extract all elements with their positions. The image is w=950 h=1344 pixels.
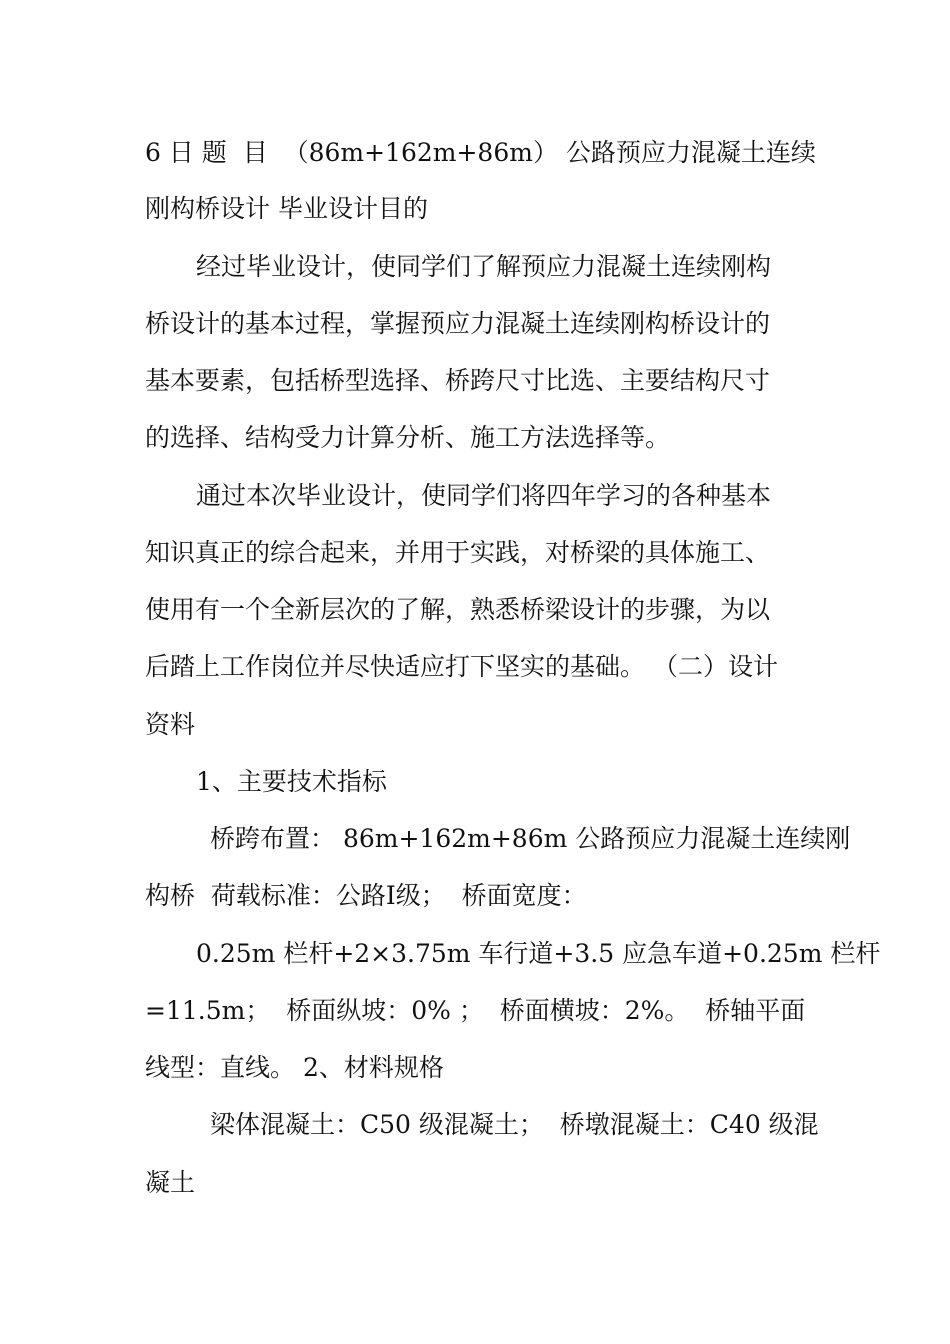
text-line-19: 凝土 <box>145 1168 196 1197</box>
text-line-10: 后踏上工作岗位并尽快适应打下坚实的基础。 （二）设计 <box>145 652 778 681</box>
text-line-4: 桥设计的基本过程，掌握预应力混凝土连续刚构桥设计的 <box>145 309 771 338</box>
text-line-12: 1、主要技术指标 <box>196 767 387 796</box>
text-line-15: 0.25m 栏杆+2×3.75m 车行道+3.5 应急车道+0.25m 栏杆 <box>196 939 881 968</box>
text-line-13: 桥跨布置： 86m+162m+86m 公路预应力混凝土连续刚 <box>210 824 851 853</box>
text-line-8: 知识真正的综合起来，并用于实践，对桥梁的具体施工、 <box>145 538 771 567</box>
text-line-3: 经过毕业设计，使同学们了解预应力混凝土连续刚构 <box>196 252 772 281</box>
text-line-17: 线型：直线。 2、材料规格 <box>145 1053 444 1082</box>
text-line-14: 构桥 荷载标准：公路Ⅰ级； 桥面宽度： <box>145 881 587 910</box>
text-line-18: 梁体混凝土：C50 级混凝土； 桥墩混凝土：C40 级混 <box>210 1110 819 1139</box>
text-line-16: =11.5m； 桥面纵坡：0% ； 桥面横坡：2%。 桥轴平面 <box>145 996 806 1025</box>
text-line-7: 通过本次毕业设计，使同学们将四年学习的各种基本 <box>196 481 772 510</box>
text-line-5: 基本要素，包括桥型选择、桥跨尺寸比选、主要结构尺寸 <box>145 366 771 395</box>
text-line-9: 使用有一个全新层次的了解，熟悉桥梁设计的步骤，为以 <box>145 595 771 624</box>
text-line-2: 刚构桥设计 毕业设计目的 <box>145 194 428 223</box>
text-line-1: 6 日 题 目 （86m+162m+86m） 公路预应力混凝土连续 <box>145 138 816 167</box>
text-line-11: 资料 <box>145 710 196 739</box>
text-line-6: 的选择、结构受力计算分析、施工方法选择等。 <box>145 423 671 452</box>
